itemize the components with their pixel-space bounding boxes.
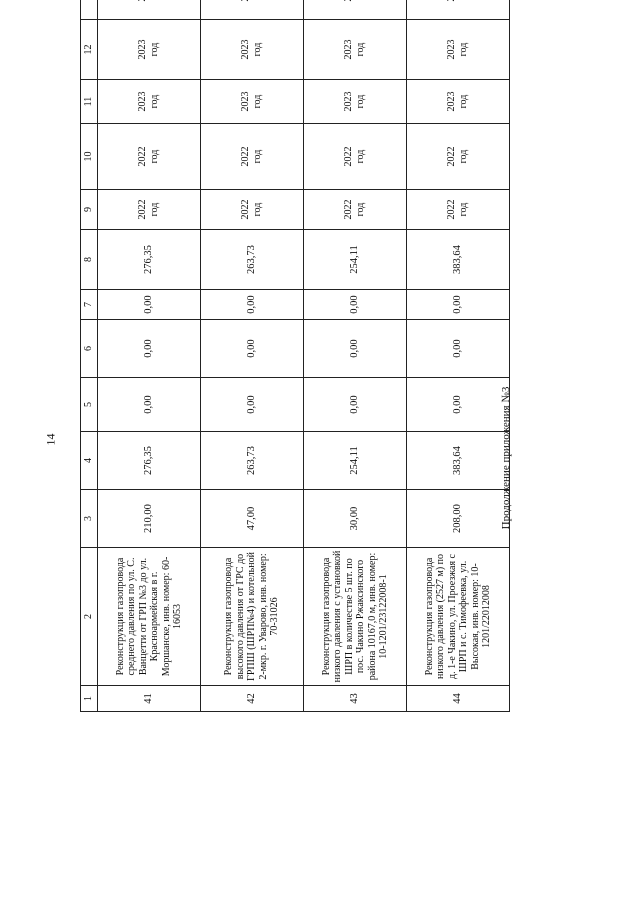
- cell-col3: 210,00: [98, 490, 201, 548]
- year-value: 2023: [343, 91, 354, 112]
- object-description: Реконструкция газопровода низкого давления (2527 м) по д. 1-е Чакино, ул. Проезжая с ШРП и с. Тимофеевка, ул. Высокая, инв. номер: 10-1201/22012008: [407, 548, 510, 686]
- cell-col12: [304, 20, 407, 80]
- year-unit: [252, 0, 264, 2]
- year-unit: [149, 0, 161, 2]
- cell-col6: 0,00: [304, 320, 407, 378]
- year-value: 2022: [240, 199, 251, 220]
- cell-col9: [304, 190, 407, 230]
- col-header: 4: [81, 432, 98, 490]
- year-unit: год: [355, 94, 366, 109]
- col-header: 2: [81, 548, 98, 686]
- year-value: 2023: [240, 91, 251, 112]
- appendix-table: [80, 0, 510, 712]
- cell-col12: [201, 20, 304, 80]
- cell-col5: 0,00: [304, 378, 407, 432]
- year-value: [343, 0, 355, 2]
- year-unit: год: [149, 42, 160, 57]
- object-description: Реконструкция газопровода низкого давления с установкой ШРП в количестве 5 шт. по пос. Чакино Ржаксинского района 10167,0 м, инв. номер: 10-1201/23122008-1: [304, 548, 407, 686]
- year-value: 2022: [343, 199, 354, 220]
- year-unit: год: [252, 149, 263, 164]
- cell-col11: [98, 80, 201, 124]
- year-value: 2023: [446, 39, 457, 60]
- cell-col10: [201, 124, 304, 190]
- year-value: 2022: [446, 146, 457, 167]
- year-value: 2022: [240, 146, 251, 167]
- year-unit: год: [458, 149, 469, 164]
- cell-col6: 0,00: [407, 320, 510, 378]
- cell-col3: 30,00: [304, 490, 407, 548]
- cell-col13: [304, 0, 407, 20]
- col-header: 1: [81, 686, 98, 712]
- col-header: 3: [81, 490, 98, 548]
- cell-col4: 263,73: [201, 432, 304, 490]
- year-value: 2023: [343, 39, 354, 60]
- year-value: 2022: [137, 146, 148, 167]
- year-value: [137, 0, 149, 2]
- year-unit: [355, 0, 367, 2]
- col-header: 9: [81, 190, 98, 230]
- year-value: 2023: [137, 91, 148, 112]
- cell-col7: 0,00: [304, 290, 407, 320]
- cell-col7: 0,00: [98, 290, 201, 320]
- year-unit: год: [458, 42, 469, 57]
- cell-col10: [407, 124, 510, 190]
- cell-col7: 0,00: [201, 290, 304, 320]
- col-header: 8: [81, 230, 98, 290]
- cell-col5: 0,00: [98, 378, 201, 432]
- cell-col8: 254,11: [304, 230, 407, 290]
- cell-col12: [98, 20, 201, 80]
- year-unit: год: [149, 202, 160, 217]
- cell-col4: 276,35: [98, 432, 201, 490]
- cell-col8: 383,64: [407, 230, 510, 290]
- cell-col4: 383,64: [407, 432, 510, 490]
- year-value: 2022: [446, 199, 457, 220]
- cell-col7: 0,00: [407, 290, 510, 320]
- year-unit: год: [149, 149, 160, 164]
- year-value: 2023: [446, 91, 457, 112]
- column-number-row: [81, 0, 98, 712]
- rotated-table-wrapper: [80, 39, 504, 712]
- table-row: [304, 0, 407, 712]
- row-number: 44: [407, 686, 510, 712]
- year-value: 2022: [343, 146, 354, 167]
- year-unit: год: [458, 94, 469, 109]
- year-value: [446, 0, 458, 2]
- cell-col3: 47,00: [201, 490, 304, 548]
- cell-col10: [304, 124, 407, 190]
- row-number: 41: [98, 686, 201, 712]
- cell-col12: [407, 20, 510, 80]
- object-description: Реконструкция газопровода высокого давления от ГРС до ГРПШ (ШРП№4) и котельной 2-мкр. г. Уварово, инв. номер: 70-31026: [201, 548, 304, 686]
- col-header: 5: [81, 378, 98, 432]
- table-row: [98, 0, 201, 712]
- col-header: 11: [81, 80, 98, 124]
- row-number: 42: [201, 686, 304, 712]
- col-header: [81, 0, 98, 20]
- cell-col5: 0,00: [201, 378, 304, 432]
- object-description: Реконструкция газопровода среднего давления по ул. С. Ванцетти от ГРП №3 до ул. Красноармейская в г. Моршанске, инв. номер: 60-16053: [98, 548, 201, 686]
- cell-col11: [304, 80, 407, 124]
- cell-col8: 263,73: [201, 230, 304, 290]
- cell-col9: [201, 190, 304, 230]
- cell-col13: [407, 0, 510, 20]
- cell-col6: 0,00: [201, 320, 304, 378]
- appendix-continuation-note: Продолжение приложения №3: [500, 386, 512, 530]
- row-number: 43: [304, 686, 407, 712]
- cell-col10: [98, 124, 201, 190]
- cell-col9: [407, 190, 510, 230]
- year-unit: год: [355, 202, 366, 217]
- col-header: 7: [81, 290, 98, 320]
- year-unit: год: [458, 202, 469, 217]
- cell-col3: 208,00: [407, 490, 510, 548]
- cell-col6: 0,00: [98, 320, 201, 378]
- year-unit: год: [252, 202, 263, 217]
- table-row: [407, 0, 510, 712]
- table-row: [201, 0, 304, 712]
- year-unit: год: [355, 149, 366, 164]
- year-unit: год: [149, 94, 160, 109]
- cell-col13: [201, 0, 304, 20]
- cell-col4: 254,11: [304, 432, 407, 490]
- cell-col11: [407, 80, 510, 124]
- cell-col9: [98, 190, 201, 230]
- year-value: [240, 0, 252, 2]
- year-unit: год: [252, 42, 263, 57]
- cell-col13: [98, 0, 201, 20]
- year-value: 2023: [137, 39, 148, 60]
- col-header: 6: [81, 320, 98, 378]
- col-header: 10: [81, 124, 98, 190]
- cell-col5: 0,00: [407, 378, 510, 432]
- year-value: 2023: [240, 39, 251, 60]
- year-unit: год: [355, 42, 366, 57]
- year-unit: год: [252, 94, 263, 109]
- col-header: 12: [81, 20, 98, 80]
- page-number: 14: [43, 433, 58, 446]
- year-value: 2022: [137, 199, 148, 220]
- year-unit: [458, 0, 470, 2]
- cell-col8: 276,35: [98, 230, 201, 290]
- cell-col11: [201, 80, 304, 124]
